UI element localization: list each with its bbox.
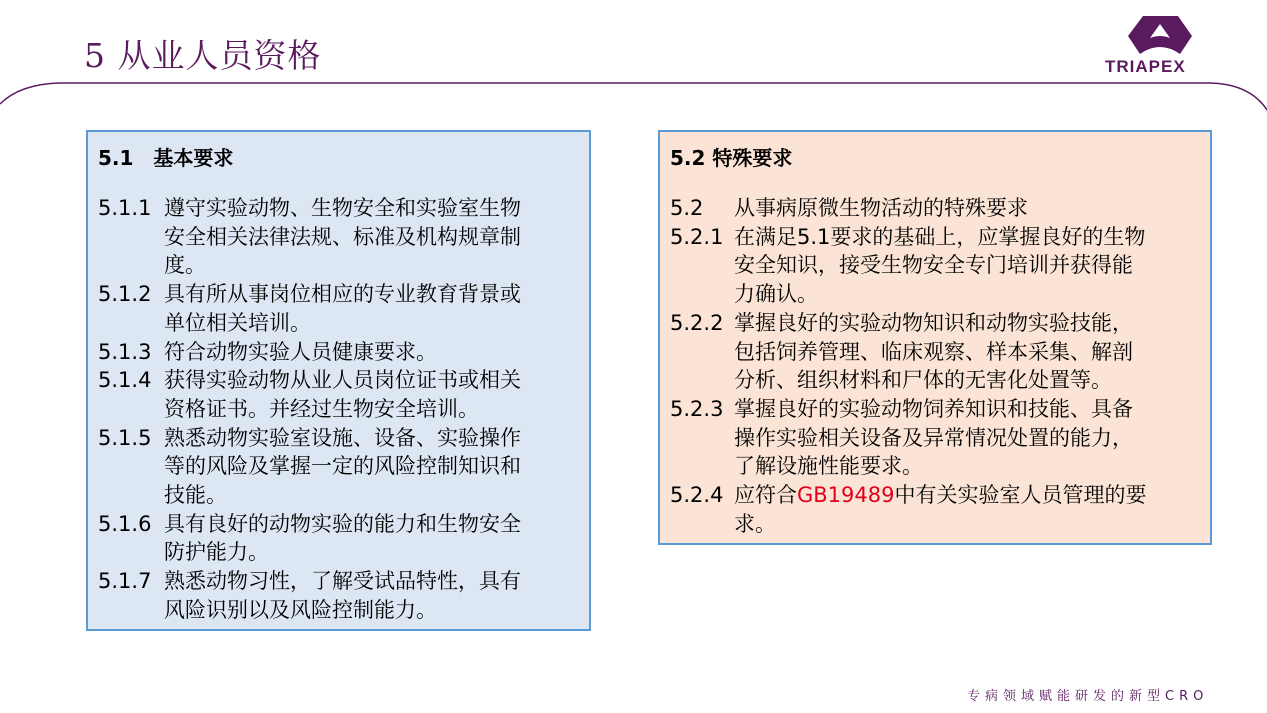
list-item	[98, 338, 579, 367]
item-number: 5.1.7	[98, 569, 152, 594]
special-requirements-box	[658, 130, 1212, 545]
item-text: 掌握良好的实验动物知识和动物实验技能，	[734, 310, 1133, 335]
item-text: 分析、组织材料和尸体的无害化处置等。	[734, 368, 1112, 393]
item-number: 5.2	[670, 196, 704, 220]
item-text: 力确认。	[734, 282, 818, 307]
item-text: 技能。	[164, 483, 227, 508]
header-divider	[0, 0, 1267, 130]
item-number: 5.1.2	[98, 282, 152, 307]
item-text: 度。	[164, 253, 206, 278]
logo-text: TRIAPEX	[1105, 57, 1186, 76]
standard-reference: GB19489	[797, 483, 895, 508]
item-text: 掌握良好的实验动物饲养知识和技能、具备	[734, 396, 1133, 421]
item-text: 操作实验相关设备及异常情况处置的能力，	[734, 425, 1133, 450]
item-text: 等的风险及掌握一定的风险控制知识和	[164, 454, 521, 479]
item-text: 应符合	[734, 483, 797, 508]
item-number: 5.1.3	[98, 339, 152, 364]
item-number: 5.1.1	[98, 196, 152, 220]
list-item	[670, 309, 1200, 395]
list-item	[98, 366, 579, 423]
item-number: 5.2.4	[670, 483, 724, 508]
item-text: 从事病原微生物活动的特殊要求	[734, 196, 1028, 220]
item-number: 5.1.4	[98, 368, 152, 393]
item-number: 5.1.5	[98, 425, 152, 450]
item-text: 安全知识，接受生物安全专门培训并获得能	[734, 253, 1133, 278]
footer-slogan: 专病领域赋能研发的新型CRO	[967, 689, 1209, 704]
list-item	[670, 223, 1200, 309]
list-item	[98, 567, 579, 624]
item-text: 包括饲养管理、临床观察、样本采集、解剖	[734, 339, 1133, 364]
list-item	[98, 424, 579, 510]
item-text: 风险识别以及风险控制能力。	[164, 597, 437, 622]
item-text: 具有所从事岗位相应的专业教育背景或	[164, 282, 521, 307]
item-text: 遵守实验动物、生物安全和实验室生物	[164, 196, 521, 220]
item-text: 熟悉动物习性，了解受试品特性，具有	[164, 569, 521, 594]
item-text: 了解设施性能要求。	[734, 454, 923, 479]
item-number: 5.2.2	[670, 310, 724, 335]
item-text: 安全相关法律法规、标准及机构规章制	[164, 224, 521, 249]
item-text: 单位相关培训。	[164, 310, 311, 335]
item-text: 求。	[734, 511, 776, 536]
basic-requirements-box	[86, 130, 591, 631]
list-item	[670, 395, 1200, 481]
list-item	[670, 481, 1200, 538]
section-heading: 5.2 特殊要求	[670, 146, 793, 170]
page-title: 5 从业人员资格	[84, 36, 322, 75]
item-text: 资格证书。并经过生物安全培训。	[164, 396, 479, 421]
list-item	[98, 280, 579, 337]
item-text: 在满足5.1要求的基础上，应掌握良好的生物	[734, 224, 1146, 249]
item-number: 5.2.3	[670, 396, 724, 421]
item-number: 5.2.1	[670, 224, 724, 249]
item-text: 熟悉动物实验室设施、设备、实验操作	[164, 425, 521, 450]
item-text: 符合动物实验人员健康要求。	[164, 339, 437, 364]
list-item	[670, 194, 1200, 223]
item-number: 5.1.6	[98, 511, 152, 536]
item-text: 中有关实验室人员管理的要	[894, 483, 1147, 508]
list-item	[98, 510, 579, 567]
item-text: 防护能力。	[164, 540, 269, 565]
item-text: 获得实验动物从业人员岗位证书或相关	[164, 368, 521, 393]
section-heading: 5.1 基本要求	[98, 146, 234, 170]
item-text: 具有良好的动物实验的能力和生物安全	[164, 511, 521, 536]
list-item	[98, 194, 579, 280]
